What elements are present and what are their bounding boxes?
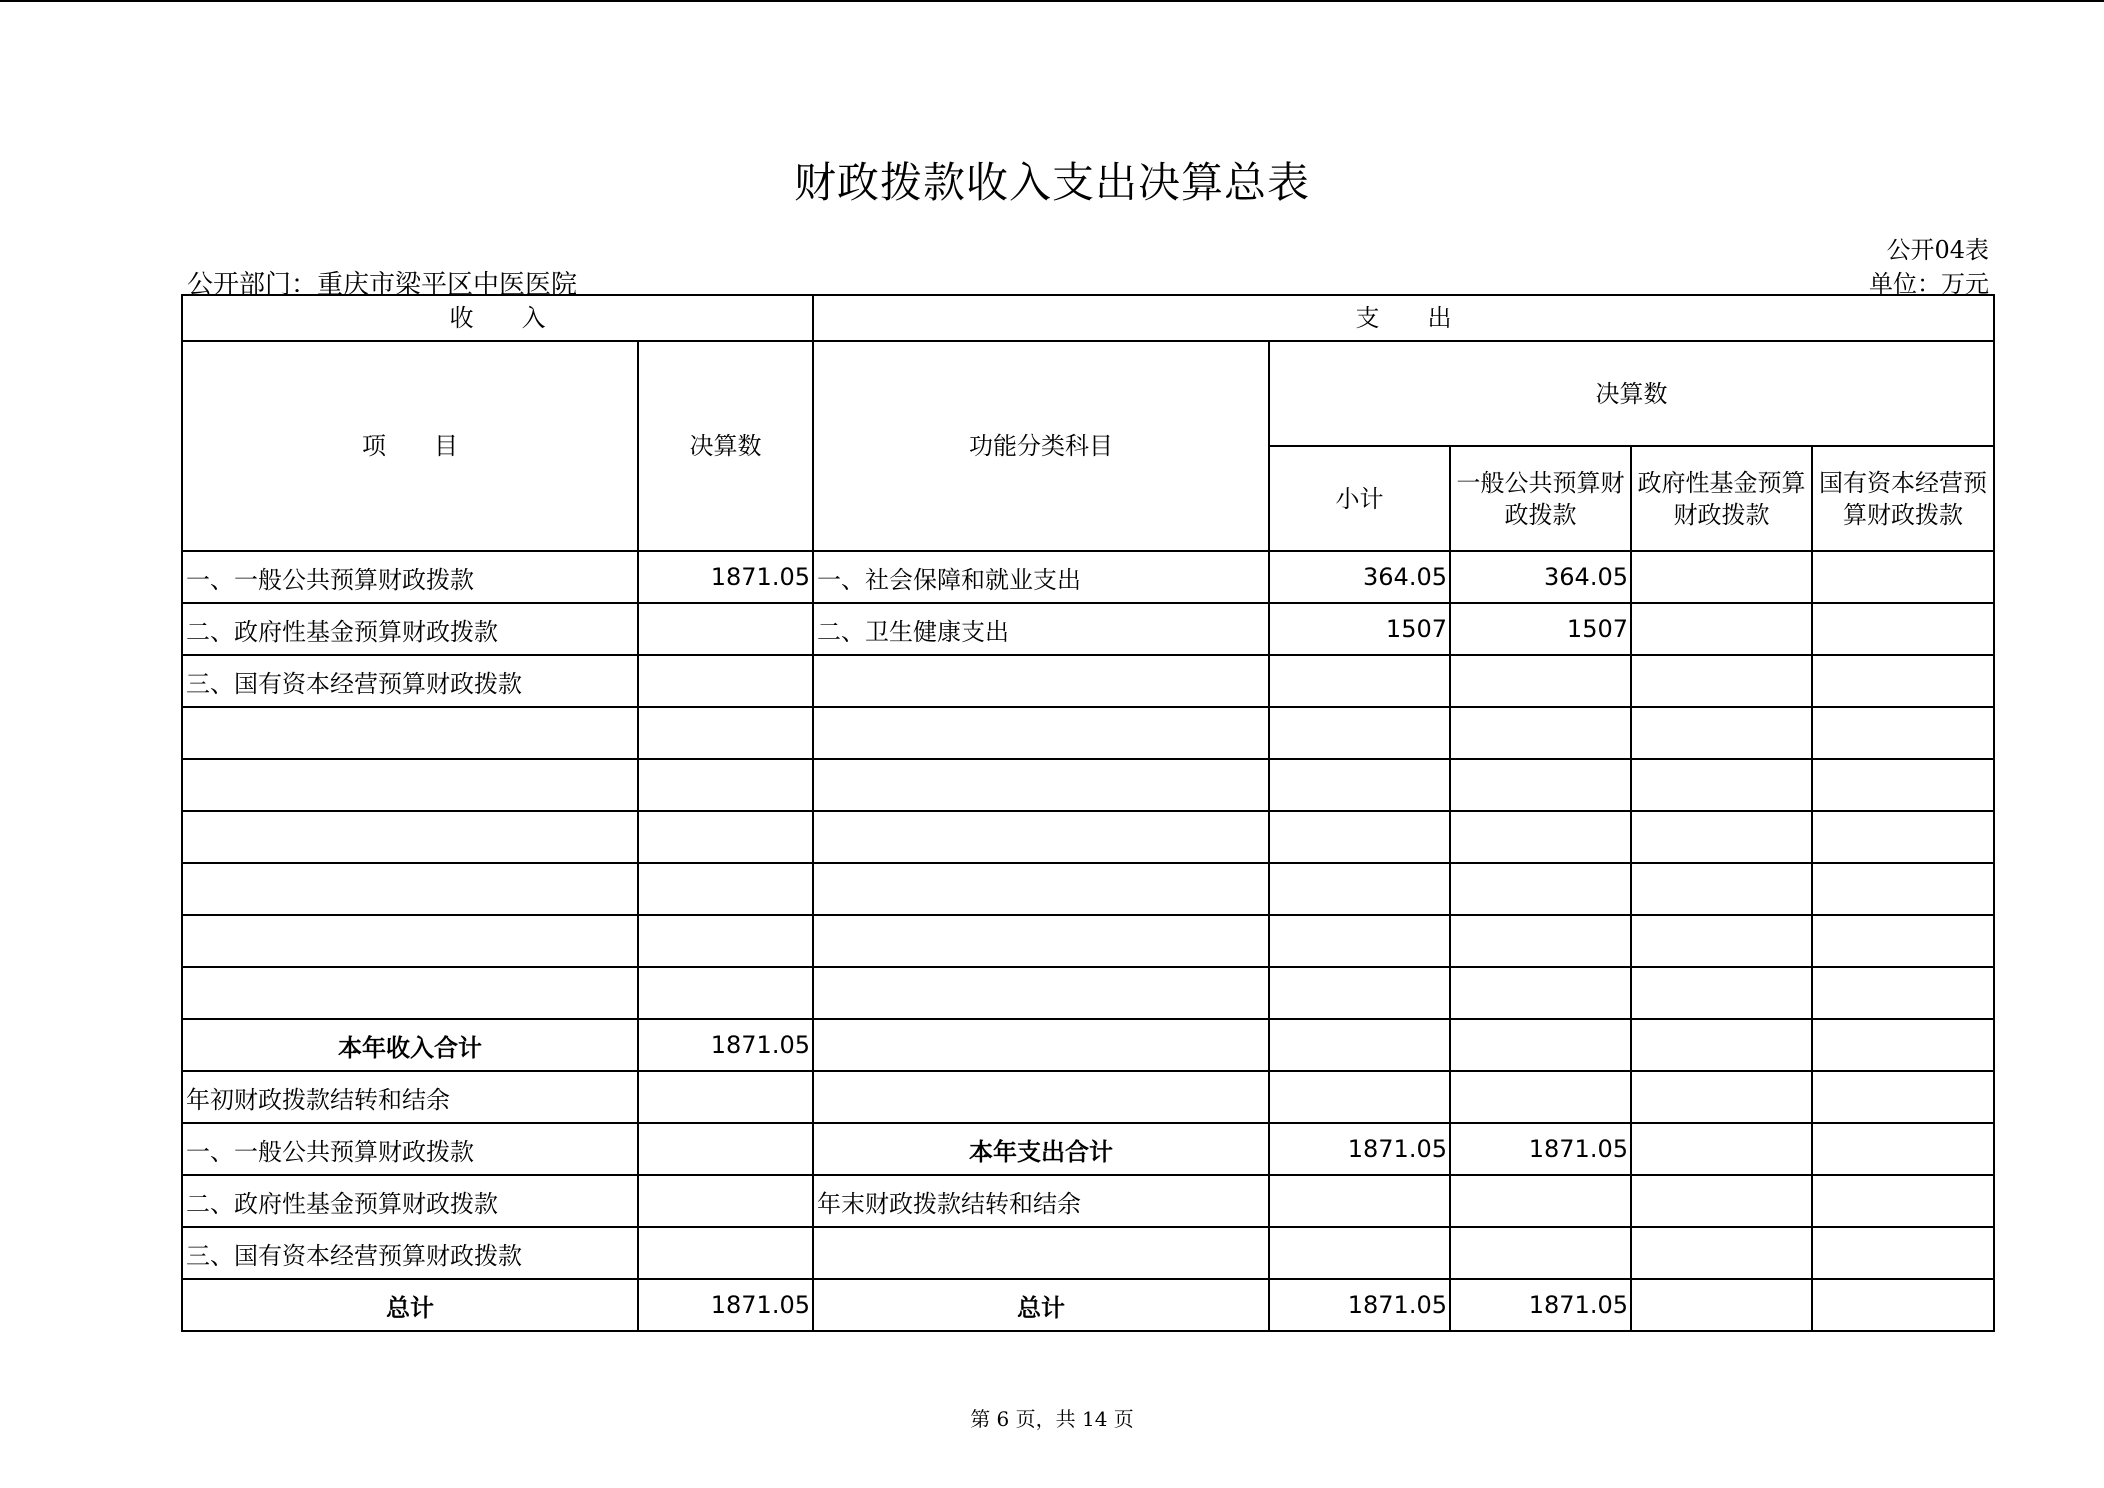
expense-subtotal-cell [1269, 1071, 1450, 1123]
general-budget-cell: 364.05 [1450, 551, 1631, 603]
top-border-line [0, 0, 2104, 2]
expense-subject-cell: 本年支出合计 [813, 1123, 1269, 1175]
income-amount-cell [638, 707, 813, 759]
general-budget-header: 一般公共预算财政拨款 [1450, 446, 1631, 551]
general-budget-cell [1450, 655, 1631, 707]
table-row [182, 603, 1994, 655]
state-capital-cell [1812, 759, 1994, 811]
expense-subtotal-cell [1269, 655, 1450, 707]
state-capital-cell [1812, 1175, 1994, 1227]
fund-budget-cell [1631, 1071, 1812, 1123]
table-row [182, 707, 1994, 759]
general-budget-cell: 1871.05 [1450, 1123, 1631, 1175]
general-budget-cell [1450, 1175, 1631, 1227]
state-capital-cell [1812, 1123, 1994, 1175]
general-budget-cell: 1871.05 [1450, 1279, 1631, 1331]
fund-budget-cell [1631, 863, 1812, 915]
expense-header: 支 出 [813, 295, 1994, 341]
expense-subject-cell [813, 1071, 1269, 1123]
budget-summary-table [181, 294, 1995, 1332]
income-amount-cell: 1871.05 [638, 1279, 813, 1331]
income-amount-cell: 1871.05 [638, 551, 813, 603]
table-row [182, 551, 1994, 603]
fund-budget-cell [1631, 1279, 1812, 1331]
state-capital-cell [1812, 707, 1994, 759]
table-row [182, 811, 1994, 863]
income-amount-cell [638, 967, 813, 1019]
function-subject-header: 功能分类科目 [813, 341, 1269, 551]
fund-budget-header: 政府性基金预算财政拨款 [1631, 446, 1812, 551]
income-amount-cell [638, 655, 813, 707]
expense-subject-cell [813, 863, 1269, 915]
income-header: 收 入 [182, 295, 813, 341]
general-budget-cell [1450, 1227, 1631, 1279]
department-label: 公开部门：重庆市梁平区中医医院 [187, 270, 578, 300]
general-budget-cell [1450, 967, 1631, 1019]
expense-subject-cell [813, 655, 1269, 707]
table-row [182, 967, 1994, 1019]
state-capital-cell [1812, 863, 1994, 915]
income-item-cell: 年初财政拨款结转和结余 [182, 1071, 638, 1123]
state-capital-cell [1812, 915, 1994, 967]
expense-subtotal-cell [1269, 915, 1450, 967]
state-capital-cell [1812, 1227, 1994, 1279]
state-capital-cell [1812, 551, 1994, 603]
table-row [182, 1123, 1994, 1175]
expense-subject-cell [813, 1019, 1269, 1071]
amount-header: 决算数 [638, 341, 813, 551]
income-amount-cell [638, 1175, 813, 1227]
expense-subtotal-cell [1269, 811, 1450, 863]
general-budget-cell [1450, 811, 1631, 863]
state-capital-cell [1812, 655, 1994, 707]
state-capital-cell [1812, 1019, 1994, 1071]
expense-subtotal-cell [1269, 707, 1450, 759]
expense-subject-cell: 年末财政拨款结转和结余 [813, 1175, 1269, 1227]
income-amount-cell [638, 603, 813, 655]
general-budget-cell [1450, 707, 1631, 759]
fund-budget-cell [1631, 1019, 1812, 1071]
general-budget-cell [1450, 759, 1631, 811]
expense-subtotal-cell: 1871.05 [1269, 1123, 1450, 1175]
expense-subject-cell: 一、社会保障和就业支出 [813, 551, 1269, 603]
expense-subject-cell: 二、卫生健康支出 [813, 603, 1269, 655]
general-budget-cell [1450, 915, 1631, 967]
income-amount-cell: 1871.05 [638, 1019, 813, 1071]
state-capital-cell [1812, 603, 1994, 655]
fund-budget-cell [1631, 603, 1812, 655]
state-capital-cell [1812, 811, 1994, 863]
page-title: 财政拨款收入支出决算总表 [793, 158, 1310, 207]
state-capital-cell [1812, 1071, 1994, 1123]
table-row [182, 655, 1994, 707]
income-item-cell [182, 863, 638, 915]
fund-budget-cell [1631, 551, 1812, 603]
income-item-cell [182, 707, 638, 759]
income-amount-cell [638, 1071, 813, 1123]
table-row [182, 1071, 1994, 1123]
expense-subtotal-cell [1269, 967, 1450, 1019]
income-item-cell: 三、国有资本经营预算财政拨款 [182, 1227, 638, 1279]
income-item-cell: 本年收入合计 [182, 1019, 638, 1071]
expense-subject-cell [813, 967, 1269, 1019]
document-number: 公开04表 [1886, 236, 1989, 264]
income-item-cell [182, 915, 638, 967]
subtotal-header: 小计 [1269, 446, 1450, 551]
fund-budget-cell [1631, 811, 1812, 863]
income-item-cell [182, 967, 638, 1019]
income-amount-cell [638, 863, 813, 915]
fund-budget-cell [1631, 655, 1812, 707]
fund-budget-cell [1631, 915, 1812, 967]
expense-subject-cell [813, 811, 1269, 863]
income-amount-cell [638, 1123, 813, 1175]
income-amount-cell [638, 759, 813, 811]
general-budget-cell [1450, 1071, 1631, 1123]
expense-subtotal-cell [1269, 1227, 1450, 1279]
fund-budget-cell [1631, 1175, 1812, 1227]
state-capital-header: 国有资本经营预算财政拨款 [1812, 446, 1994, 551]
expense-subject-cell [813, 1227, 1269, 1279]
fund-budget-cell [1631, 759, 1812, 811]
expense-subtotal-cell: 1871.05 [1269, 1279, 1450, 1331]
general-budget-cell [1450, 863, 1631, 915]
income-item-cell: 二、政府性基金预算财政拨款 [182, 603, 638, 655]
general-budget-cell: 1507 [1450, 603, 1631, 655]
expense-subject-cell [813, 915, 1269, 967]
expense-subtotal-cell [1269, 863, 1450, 915]
expense-subtotal-cell [1269, 759, 1450, 811]
table-row [182, 863, 1994, 915]
fund-budget-cell [1631, 1123, 1812, 1175]
fund-budget-cell [1631, 707, 1812, 759]
fund-budget-cell [1631, 1227, 1812, 1279]
expense-subtotal-cell: 1507 [1269, 603, 1450, 655]
income-item-cell [182, 811, 638, 863]
table-row [182, 915, 1994, 967]
general-budget-cell [1450, 1019, 1631, 1071]
income-item-cell [182, 759, 638, 811]
income-amount-cell [638, 915, 813, 967]
table-row [182, 1279, 1994, 1331]
income-item-cell: 一、一般公共预算财政拨款 [182, 551, 638, 603]
income-amount-cell [638, 811, 813, 863]
table-row [182, 1019, 1994, 1071]
state-capital-cell [1812, 967, 1994, 1019]
unit-label: 单位：万元 [1869, 270, 1989, 298]
income-amount-cell [638, 1227, 813, 1279]
income-item-cell: 三、国有资本经营预算财政拨款 [182, 655, 638, 707]
table-body [182, 551, 1994, 1331]
expense-subject-cell [813, 759, 1269, 811]
expense-subtotal-cell [1269, 1019, 1450, 1071]
state-capital-cell [1812, 1279, 1994, 1331]
income-item-cell: 一、一般公共预算财政拨款 [182, 1123, 638, 1175]
page-footer: 第 6 页，共 14 页 [970, 1407, 1134, 1431]
table-row [182, 759, 1994, 811]
expense-subject-cell: 总计 [813, 1279, 1269, 1331]
expense-subject-cell [813, 707, 1269, 759]
table-row [182, 1175, 1994, 1227]
income-item-cell: 总计 [182, 1279, 638, 1331]
expense-subtotal-cell: 364.05 [1269, 551, 1450, 603]
expense-subtotal-cell [1269, 1175, 1450, 1227]
item-header: 项 目 [182, 341, 638, 551]
fund-budget-cell [1631, 967, 1812, 1019]
income-item-cell: 二、政府性基金预算财政拨款 [182, 1175, 638, 1227]
final-amount-header: 决算数 [1269, 341, 1994, 446]
table-row [182, 1227, 1994, 1279]
